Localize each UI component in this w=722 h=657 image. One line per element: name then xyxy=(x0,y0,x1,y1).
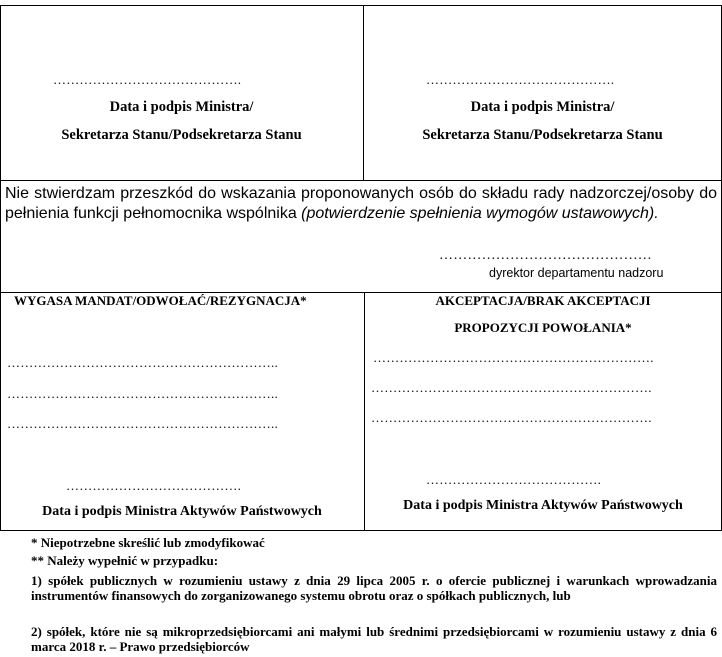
signature-dots: …………………………………. xyxy=(426,472,602,487)
minister-signature-label: Data i podpis Ministra Aktywów Państwowych xyxy=(403,498,683,513)
statement-text xyxy=(5,184,717,224)
table-bottom-border xyxy=(0,530,722,531)
footnote-2: ** Należy wypełnić w przypadku: xyxy=(31,553,219,568)
fill-line-2: …………………………………………………….. xyxy=(7,386,278,401)
footnote-4: 2) spółek, które nie są mikroprzedsiębiorcami ani małymi lub średnimi przedsiębiorcami w rozumieniu ustawy z dnia 6 marca 2018 r. – Prawo przedsiębiorców xyxy=(31,624,717,654)
mandate-expiry-cell xyxy=(0,292,364,530)
fill-line-1: ………………………………………………………. xyxy=(373,350,654,365)
signature-label-line1: Data i podpis Ministra/ xyxy=(109,99,254,115)
top-right-signature-cell xyxy=(363,5,722,180)
fill-line-3: …………………………………………………….. xyxy=(7,416,278,431)
signature-dots: …………………………………. xyxy=(66,478,242,493)
signature-label-line1: Data i podpis Ministra/ xyxy=(470,99,615,115)
top-left-signature-cell xyxy=(0,5,363,180)
acceptance-heading-line1: AKCEPTACJA/BRAK AKCEPTACJI xyxy=(435,293,651,308)
footnote-1: * Niepotrzebne skreślić lub zmodyfikować xyxy=(31,535,265,550)
mandate-heading: WYGASA MANDAT/ODWOŁAĆ/REZYGNACJA* xyxy=(14,293,307,308)
statement-main: Nie stwierdzam przeszkód do wskazania proponowanych osób do składu rady nadzorczej/osoby do pełnienia funkcji pełnomocnika wspólnika xyxy=(5,185,717,222)
director-label: dyrektor departamentu nadzoru xyxy=(489,266,664,280)
footnote-3: 1) spółek publicznych w rozumieniu ustawy z dnia 29 lipca 2005 r. o ofercie publicznej i warunkach wprowadzania instrumentów finansowych do zorganizowanego systemu obrotu oraz o spółkach publicznych, lub xyxy=(31,573,717,603)
minister-signature-label: Data i podpis Ministra Aktywów Państwowych xyxy=(42,504,322,519)
fill-line-1: …………………………………………………….. xyxy=(7,355,278,370)
fill-line-3: ………………………………………………………. xyxy=(371,410,652,425)
signature-label-line2: Sekretarza Stanu/Podsekretarza Stanu xyxy=(422,127,663,143)
fill-line-2: ………………………………………………………. xyxy=(371,380,652,395)
statement-italic: (potwierdzenie spełnienia wymogów ustawowych). xyxy=(301,205,659,222)
director-signature-dots: ……………………………………… xyxy=(439,248,652,263)
signature-dots: ……………………………………. xyxy=(426,72,615,87)
acceptance-heading-line2: PROPOZYCJI POWOŁANIA* xyxy=(454,320,632,335)
signature-label-line2: Sekretarza Stanu/Podsekretarza Stanu xyxy=(61,127,302,143)
appointment-acceptance-cell xyxy=(364,292,722,530)
director-statement-cell xyxy=(0,180,722,292)
signature-dots: ……………………………………. xyxy=(53,72,242,87)
